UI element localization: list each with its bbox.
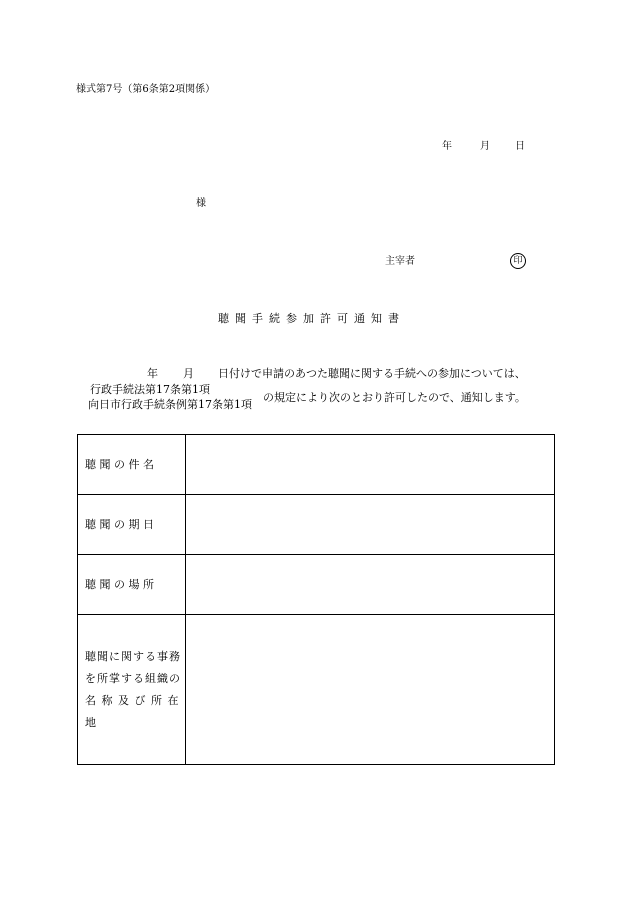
hearing-place-label: 聴 聞 の 場 所 bbox=[85, 578, 154, 591]
office-value bbox=[186, 615, 555, 765]
form-number: 様式第7号（第6条第2項関係） bbox=[76, 84, 216, 95]
hearing-date-value bbox=[186, 495, 555, 555]
table-row bbox=[78, 615, 555, 765]
body-text-line-1: 日付けで申請のあつた聴聞に関する手続への参加については、 bbox=[218, 367, 526, 380]
date-month-label: 月 bbox=[480, 141, 490, 152]
case-name-label: 聴 聞 の 件 名 bbox=[85, 458, 154, 471]
document-title: 聴聞手続参加許可通知書 bbox=[218, 312, 405, 325]
addressee-suffix: 様 bbox=[196, 198, 206, 209]
law-reference-1: 行政手続法第17条第1項 bbox=[90, 383, 210, 396]
table-row bbox=[78, 555, 555, 615]
body-month-label: 月 bbox=[183, 367, 194, 380]
date-year-label: 年 bbox=[442, 141, 452, 152]
office-label-line-1: 聴聞に関する事務 bbox=[85, 649, 181, 663]
hearing-date-label: 聴 聞 の 期 日 bbox=[85, 518, 154, 531]
seal-mark: 印 bbox=[510, 253, 526, 269]
table-row bbox=[78, 495, 555, 555]
label-cell bbox=[78, 495, 186, 555]
label-cell bbox=[78, 435, 186, 495]
office-label-line-3: 名 称 及 び 所 在 地 bbox=[85, 693, 180, 729]
organizer-label: 主宰者 bbox=[385, 256, 415, 267]
info-table bbox=[77, 434, 555, 765]
law-reference-2: 向日市行政手続条例第17条第1項 bbox=[88, 398, 252, 411]
hearing-place-value bbox=[186, 555, 555, 615]
office-label-line-2: を所掌する組織の bbox=[85, 671, 181, 685]
date-day-label: 日 bbox=[515, 141, 525, 152]
office-label bbox=[78, 646, 185, 734]
label-cell bbox=[78, 555, 186, 615]
table-row bbox=[78, 435, 555, 495]
case-name-value bbox=[186, 435, 555, 495]
body-year-label: 年 bbox=[147, 367, 158, 380]
label-cell bbox=[78, 615, 186, 765]
body-text-line-2: の規定により次のとおり許可したので、通知します。 bbox=[263, 391, 526, 404]
